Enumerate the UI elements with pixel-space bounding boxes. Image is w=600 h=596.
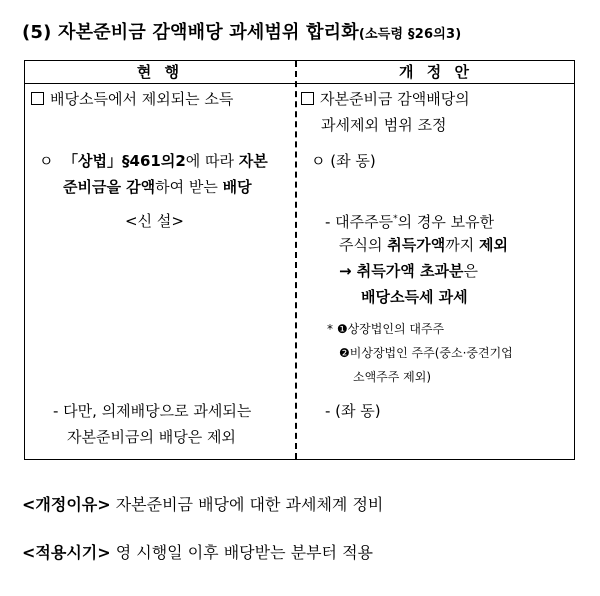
right-heading-line1: 자본준비금 감액배당의 xyxy=(301,87,470,111)
section-title xyxy=(22,18,461,44)
reason-tag: <개정이유> xyxy=(22,495,111,514)
right-heading-line2: 과세제외 범위 조정 xyxy=(321,116,447,134)
table-header-row xyxy=(25,61,574,84)
column-divider xyxy=(295,61,297,459)
reason-text: 자본준비금 배당에 대한 과세체계 정비 xyxy=(110,495,384,514)
comparison-table xyxy=(24,60,575,460)
left-proviso-line1: - 다만, 의제배당으로 과세되는 xyxy=(53,402,252,420)
right-same-2: - (좌 동) xyxy=(325,402,381,420)
right-note-2b: 소액주주 제외) xyxy=(353,370,432,384)
header-current: 현 행 xyxy=(136,63,184,81)
apply-text: 영 시행일 이후 배당받는 분부터 적용 xyxy=(110,543,373,562)
left-proviso-line2: 자본준비금의 배당은 제외 xyxy=(67,428,236,446)
circled-two-icon: ❷ xyxy=(339,346,350,360)
footer-reason xyxy=(22,492,383,515)
left-item-line1: ㅇ 「상법」§461의2에 따라 자본 xyxy=(39,152,268,170)
left-item-line2: 준비금을 감액하여 받는 배당 xyxy=(63,178,252,196)
left-heading: 배당소득에서 제외되는 소득 xyxy=(31,87,233,111)
section-title-main: (5) 자본준비금 감액배당 과세범위 합리화 xyxy=(22,22,359,43)
circled-one-icon: ❶ xyxy=(336,322,348,336)
right-sub-line3: → 취득가액 초과분은 xyxy=(339,262,478,280)
checkbox-square-icon xyxy=(301,92,314,105)
right-same-1: ㅇ (좌 동) xyxy=(311,152,376,170)
right-note-1: * ❶상장법인의 대주주 xyxy=(327,322,445,336)
left-new-label: <신 설> xyxy=(125,212,184,230)
right-note-2: ❷비상장법인 주주(중소·중견기업 xyxy=(339,346,513,360)
right-sub-line4: 배당소득세 과세 xyxy=(361,288,468,306)
section-title-ref: (소득령 §26의3) xyxy=(358,27,462,42)
checkbox-square-icon xyxy=(31,92,44,105)
right-sub-line2: 주식의 취득가액까지 제외 xyxy=(339,236,508,254)
header-revised: 개 정 안 xyxy=(399,63,473,81)
footer-apply xyxy=(22,540,373,563)
apply-tag: <적용시기> xyxy=(22,543,111,562)
right-sub-line1: - 대주주등*의 경우 보유한 xyxy=(325,213,495,231)
